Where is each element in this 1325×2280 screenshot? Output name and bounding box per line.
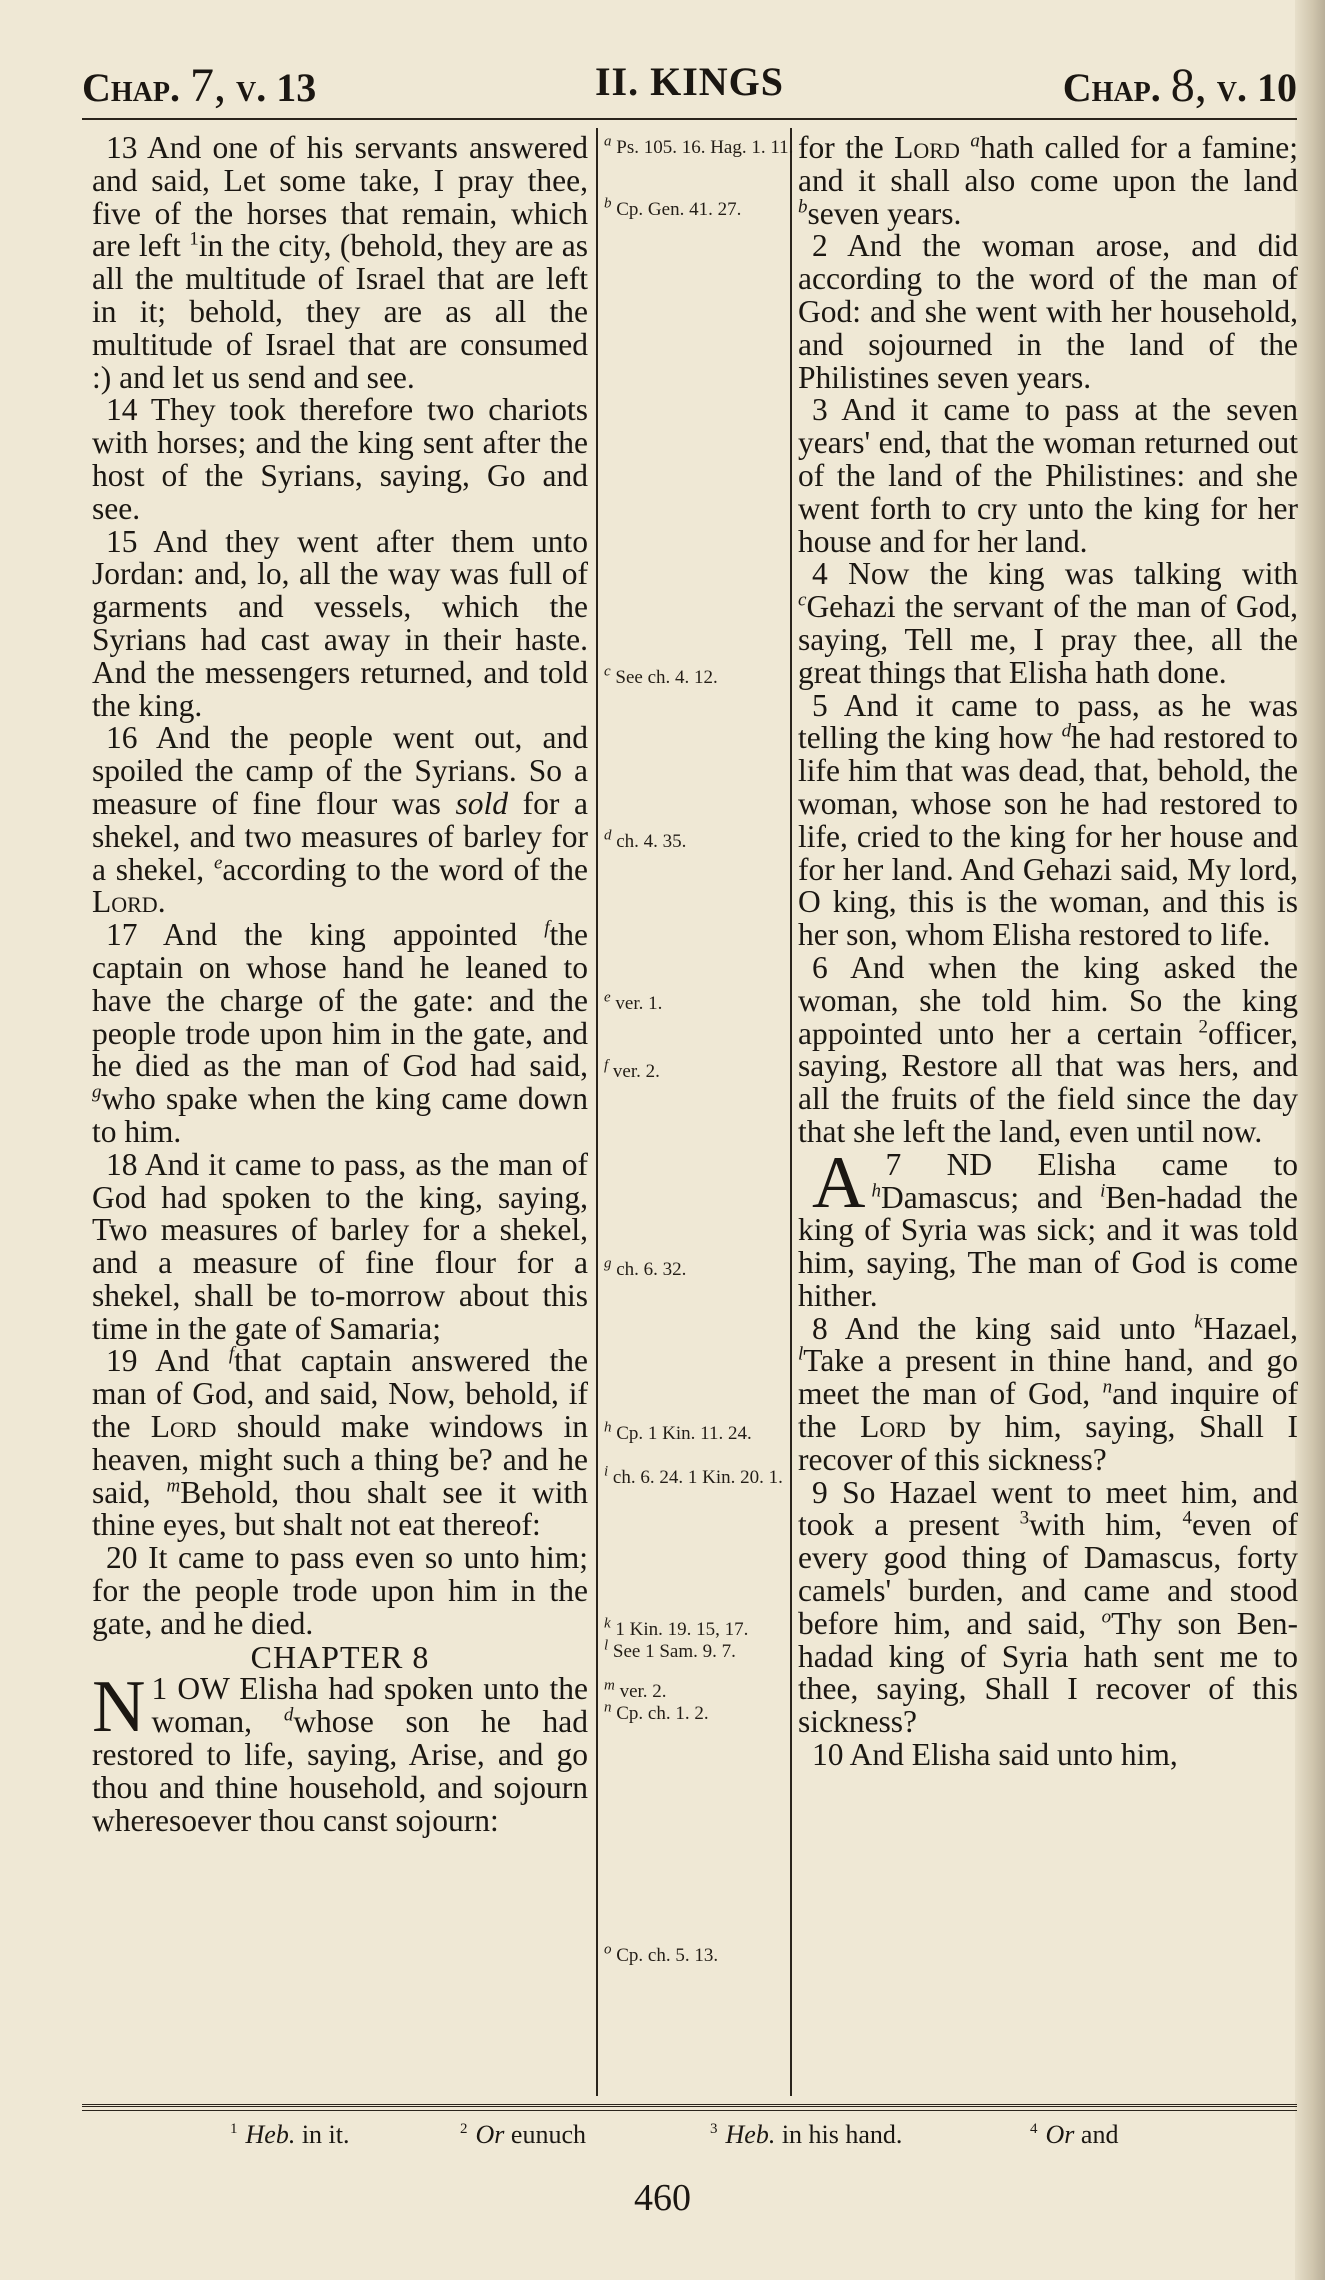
footnote-marker: 2: [1198, 1016, 1209, 1038]
footnote-marker: 1: [189, 228, 199, 250]
footnote-rule: [82, 2104, 1297, 2111]
running-header: [82, 58, 1297, 118]
verse-18: 18 And it came to pass, as the man of God had spoken to the king, saying, Two measures of barley for a shekel, and a measure of fine flour for a shekel, shall be to-morrow about this time in the gate of Samaria;: [92, 1146, 588, 1346]
cross-reference: $^o$ Cp. ch. 5. 13.: [604, 1941, 719, 1966]
drop-cap: N: [92, 1666, 146, 1749]
cross-reference: $^a$ Ps. 105. 16. Hag. 1. 11.: [604, 133, 794, 158]
cross-reference: $^f$ ver. 2.: [604, 1057, 660, 1082]
verse-5: 5 And it came to pass, as he was telling the king how $^d$he had restored to life him that was dead, that, behold, the woman, whose son he had restored to life, cried to the king for her house and for her land. And Gehazi said, My lord, O king, this is the woman, and this is her son, whom Elisha restored to life.: [798, 687, 1298, 953]
verse-17: 17 And the king appointed $^f$the captain on whose hand he leaned to have the charge of the gate: and the people trode upon him in the gate, and he died as the man of God had said, $^g$who spake when the king came down to him.: [92, 917, 588, 1149]
header-left-label: Chap.: [82, 65, 180, 110]
cross-reference: $^d$ ch. 4. 35.: [604, 827, 687, 852]
footnote-marker: 4: [1182, 1507, 1193, 1529]
reference-marker: e: [213, 852, 223, 874]
verse-14: 14 They took therefore two chariots with horses; and the king sent after the host of the Syrians, saying, Go and see.: [92, 392, 588, 526]
reference-marker: f: [544, 917, 550, 939]
header-rule: [82, 118, 1297, 120]
header-right-chapter: 8,: [1170, 59, 1207, 112]
footnote: $^3$ Heb. in his hand.: [710, 2120, 903, 2149]
verse-16: 16 And the people went out, and spoiled the camp of the Syrians. So a measure of fine flour was sold for a shekel, and two measures of barley for a shekel, $^e$according to the word of the Lord.: [92, 720, 588, 920]
verse-20: 20 It came to pass even so unto him; for the people trode upon him in the gate, and he died.: [92, 1540, 588, 1641]
verse-6: 6 And when the king asked the woman, she told him. So the king appointed unto her a certain $^2$officer, saying, Restore all that was hers, and all the fruits of the field since the day that she left the land, even until now.: [798, 949, 1298, 1149]
verse-9: 9 So Hazael went to meet him, and took a present $^3$with him, $^4$even of every good thing of Damascus, forty camels' burden, and came and stood before him, and said, $^o$Thy son Ben-hadad king of Syria hath sent me to thee, saying, Shall I recover of this sickness?: [798, 1474, 1299, 1740]
page-edge: [1295, 0, 1325, 2280]
reference-marker: l: [798, 1343, 804, 1365]
reference-marker: k: [1194, 1311, 1203, 1333]
verse-2: 2 And the woman arose, and did according to the word of the man of God: and she went with her household, and sojourned in the land of the Philistines seven years.: [798, 228, 1298, 395]
verse-19: 19 And $^f$that captain answered the man of God, and said, Now, behold, if the Lord should make windows in heaven, might such a thing be? and he said, $^m$Behold, thou shalt see it with thine eyes, but shalt not eat thereof:: [92, 1343, 589, 1543]
text-column-right: [798, 132, 1298, 1772]
page-number: 460: [634, 2177, 691, 2219]
reference-marker: d: [1061, 720, 1072, 742]
chapter-heading: CHAPTER 8: [250, 1638, 430, 1675]
cross-reference: $^c$ See ch. 4. 12.: [604, 663, 718, 688]
reference-marker: d: [283, 1704, 294, 1726]
cross-reference: $^h$ Cp. 1 Kin. 11. 24.: [604, 1419, 752, 1444]
reference-marker: o: [1101, 1606, 1112, 1628]
column-rule-right: [790, 128, 792, 2096]
cross-reference: $^b$ Cp. Gen. 41. 27.: [604, 195, 742, 220]
reference-marker: b: [798, 196, 808, 218]
reference-marker: g: [92, 1081, 102, 1103]
verse-15: 15 And they went after them unto Jordan: and, lo, all the way was full of garments and vessels, which the Syrians had cast away in their haste. And the messengers returned, and told the king.: [92, 523, 588, 723]
verse-8: 8 And the king said unto $^k$Hazael, $^l$Take a present in thine hand, and go meet the man of God, $^n$and inquire of the Lord by him, saying, Shall I recover of this sickness?: [798, 1310, 1298, 1477]
footnote: $^2$ Or eunuch: [460, 2120, 586, 2149]
header-left-chapter: 7,: [190, 59, 226, 112]
cross-reference: $^n$ Cp. ch. 1. 2.: [604, 1699, 709, 1724]
reference-marker: a: [970, 130, 980, 152]
cross-reference: $^e$ ver. 1.: [604, 989, 663, 1014]
cross-reference: $^m$ ver. 2.: [604, 1677, 667, 1702]
footnote: $^4$ Or and: [1030, 2120, 1119, 2149]
column-rule-left: [596, 128, 598, 2096]
header-right: [1063, 58, 1297, 113]
cross-reference: $^g$ ch. 6. 32.: [604, 1255, 687, 1280]
text-column-left: [92, 132, 588, 1837]
reference-marker: n: [1102, 1376, 1113, 1398]
book-title: II. KINGS: [594, 59, 785, 104]
drop-cap: A: [812, 1141, 866, 1224]
verse-10: 10 And Elisha said unto him,: [812, 1737, 1178, 1773]
chapter-8-verse-1: 1 N OW Elisha had spoken unto the woman, $^d$whose son he had restored to life, saying, Arise, and go thou and thine household, and sojourn wheresoever thou canst sojourn:: [92, 1666, 588, 1838]
header-right-label: Chap.: [1062, 65, 1161, 110]
verse-1-continued: for the Lord $^a$hath called for a famine; and it shall also come upon the land $^b$seven years.: [798, 130, 1298, 231]
reference-marker: f: [228, 1343, 235, 1365]
cross-reference: $^l$ See 1 Sam. 9. 7.: [604, 1637, 736, 1662]
reference-marker: i: [1100, 1180, 1106, 1201]
cross-reference: $^i$ ch. 6. 24. 1 Kin. 20. 1.: [604, 1463, 783, 1488]
reference-marker: m: [166, 1475, 181, 1497]
reference-marker: c: [798, 589, 807, 611]
header-right-verse: v. 10: [1216, 65, 1297, 110]
footnote-marker: 3: [1019, 1507, 1030, 1529]
verse-4: 4 Now the king was talking with $^c$Gehazi the servant of the man of God, saying, Tell me, I pray thee, all the great things that Elisha hath done.: [798, 556, 1298, 690]
verse-13: 13 And one of his servants answered and said, Let some take, I pray thee, five of the horses that remain, which are left $^1$in the city, (behold, they are as all the multitude of Israel that are left in it; behold, they are as all the multitude of Israel that are consumed :) and let us send and see.: [92, 130, 588, 395]
reference-marker: h: [871, 1180, 881, 1201]
header-left-verse: v. 13: [236, 65, 317, 110]
verse-7: 7 A ND Elisha came to $^h$Damascus; and $^i$Ben-hadad the king of Syria was sick; and it was told him, saying, The man of God is come hither.: [798, 1141, 1298, 1313]
cross-reference: $^k$ 1 Kin. 19. 15, 17.: [604, 1615, 749, 1640]
verse-3: 3 And it came to pass at the seven years' end, that the woman returned out of the land of the Philistines: and she went forth to cry unto the king for her house and for her land.: [798, 392, 1298, 559]
footnote: $^1$ Heb. in it.: [230, 2120, 350, 2149]
